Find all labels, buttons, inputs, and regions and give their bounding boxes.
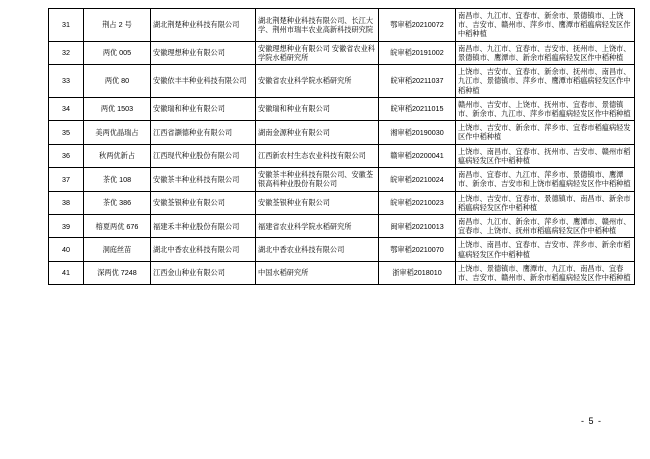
cell-applicant: 安徽省农业科学院水稻研究所 (256, 65, 379, 98)
cell-region: 上饶市、吉安市、宜春市、景德镇市、南昌市、新余市稻瘟病轻发区作中稻种植 (456, 191, 635, 214)
table-body (49, 9, 635, 285)
cell-approval-code: 鄂审稻20210072 (379, 9, 456, 42)
cell-breeder: 江西金山种业有限公司 (151, 261, 256, 284)
table-row (49, 214, 635, 237)
table-row (49, 9, 635, 42)
cell-region: 南昌市、九江市、宜春市、吉安市、抚州市、上饶市、景德镇市、鹰潭市、新余市稻瘟病轻发区作中稻种植 (456, 41, 635, 64)
cell-variety-name: 茶优 386 (84, 191, 151, 214)
cell-variety-name: 茶优 108 (84, 168, 151, 191)
table-row (49, 238, 635, 261)
cell-breeder: 江西省灏德种业有限公司 (151, 121, 256, 144)
table-row (49, 65, 635, 98)
cell-approval-code: 皖审稻20210023 (379, 191, 456, 214)
cell-applicant: 湖北中香农业科技有限公司 (256, 238, 379, 261)
table-row (49, 168, 635, 191)
cell-breeder: 江西现代种业股份有限公司 (151, 144, 256, 167)
page-number: - 5 - (580, 416, 602, 426)
cell-variety-name: 两优 80 (84, 65, 151, 98)
cell-approval-code: 皖审稻20211015 (379, 97, 456, 120)
cell-no: 35 (49, 121, 84, 144)
cell-region: 上饶市、景德镇市、鹰潭市、九江市、南昌市、宜春市、吉安市、赣州市、新余市稻瘟病轻发区作中稻种植 (456, 261, 635, 284)
cell-variety-name: 深两优 7248 (84, 261, 151, 284)
cell-applicant: 江西新农村生态农业科技有限公司 (256, 144, 379, 167)
cell-approval-code: 闽审稻20210013 (379, 214, 456, 237)
cell-no: 34 (49, 97, 84, 120)
cell-no: 36 (49, 144, 84, 167)
cell-no: 40 (49, 238, 84, 261)
cell-applicant: 中国水稻研究所 (256, 261, 379, 284)
cell-variety-name: 秋两优新占 (84, 144, 151, 167)
cell-approval-code: 皖审稻20211037 (379, 65, 456, 98)
cell-applicant: 安徽荃银种业有限公司 (256, 191, 379, 214)
table-row (49, 97, 635, 120)
cell-variety-name: 美两优晶瑞占 (84, 121, 151, 144)
cell-approval-code: 赣审稻20200041 (379, 144, 456, 167)
cell-breeder: 安徽瑞和种业有限公司 (151, 97, 256, 120)
cell-no: 38 (49, 191, 84, 214)
cell-breeder: 湖北荆楚种业科技有限公司 (151, 9, 256, 42)
cell-applicant: 安徽茶丰种业科技有限公司、安徽荃银高科种业股份有限公司 (256, 168, 379, 191)
cell-breeder: 安徽荃银种业有限公司 (151, 191, 256, 214)
table-row (49, 144, 635, 167)
cell-applicant: 湖北荆楚种业科技有限公司、长江大学、荆州市瑞丰农业高新科技研究院 (256, 9, 379, 42)
table-row (49, 261, 635, 284)
cell-variety-name: 荆占 2 号 (84, 9, 151, 42)
cell-region: 上饶市、南昌市、宜春市、抚州市、吉安市、赣州市稻瘟病轻发区作中稻种植 (456, 144, 635, 167)
cell-breeder: 安徽茶丰种业科技有限公司 (151, 168, 256, 191)
cell-applicant: 湖南金源种业有限公司 (256, 121, 379, 144)
cell-applicant: 安徽瑞和种业有限公司 (256, 97, 379, 120)
cell-approval-code: 皖审稻20210024 (379, 168, 456, 191)
cell-approval-code: 鄂审稻20210070 (379, 238, 456, 261)
cell-breeder: 福建禾丰种业股份有限公司 (151, 214, 256, 237)
cell-region: 上饶市、南昌市、宜春市、吉安市、萍乡市、新余市稻瘟病轻发区作中稻种植 (456, 238, 635, 261)
cell-region: 赣州市、吉安市、上饶市、抚州市、宜春市、景德镇市、新余市、九江市、萍乡市稻瘟病轻发区作中稻种植 (456, 97, 635, 120)
cell-breeder: 安徽依丰丰种业科技有限公司 (151, 65, 256, 98)
cell-variety-name: 两优 005 (84, 41, 151, 64)
cell-region: 上饶市、吉安市、新余市、萍乡市、宜春市稻瘟病轻发区作中稻种植 (456, 121, 635, 144)
cell-no: 41 (49, 261, 84, 284)
cell-region: 南昌市、九江市、宜春市、新余市、景德镇市、上饶市、吉安市、赣州市、萍乡市、鹰潭市稻瘟病轻发区作中稻种植 (456, 9, 635, 42)
cell-approval-code: 湘审稻20190030 (379, 121, 456, 144)
cell-region: 南昌市、宜春市、九江市、萍乡市、景德镇市、鹰潭市、新余市、吉安市和上饶市稻瘟病轻发区作中稻种植 (456, 168, 635, 191)
cell-applicant: 安徽理想种业有限公司 安徽省农业科学院水稻研究所 (256, 41, 379, 64)
cell-applicant: 福建省农业科学院水稻研究所 (256, 214, 379, 237)
rice-variety-table (48, 8, 635, 285)
cell-region: 上饶市、吉安市、宜春市、新余市、抚州市、南昌市、九江市、景德镇市、萍乡市、鹰潭市稻瘟病轻发区作中稻种植 (456, 65, 635, 98)
cell-variety-name: 榕夏两优 676 (84, 214, 151, 237)
cell-breeder: 湖北中香农业科技有限公司 (151, 238, 256, 261)
table-row (49, 41, 635, 64)
cell-no: 33 (49, 65, 84, 98)
cell-variety-name: 两优 1503 (84, 97, 151, 120)
cell-no: 39 (49, 214, 84, 237)
cell-no: 31 (49, 9, 84, 42)
cell-variety-name: 洞庭丝苗 (84, 238, 151, 261)
cell-no: 32 (49, 41, 84, 64)
cell-approval-code: 皖审稻20191002 (379, 41, 456, 64)
table-row (49, 191, 635, 214)
cell-region: 南昌市、九江市、新余市、萍乡市、鹰潭市、赣州市、宜春市、上饶市、抚州市稻瘟病轻发区作中稻种植 (456, 214, 635, 237)
cell-no: 37 (49, 168, 84, 191)
cell-breeder: 安徽理想种业有限公司 (151, 41, 256, 64)
table-row (49, 121, 635, 144)
cell-approval-code: 浙审稻2018010 (379, 261, 456, 284)
